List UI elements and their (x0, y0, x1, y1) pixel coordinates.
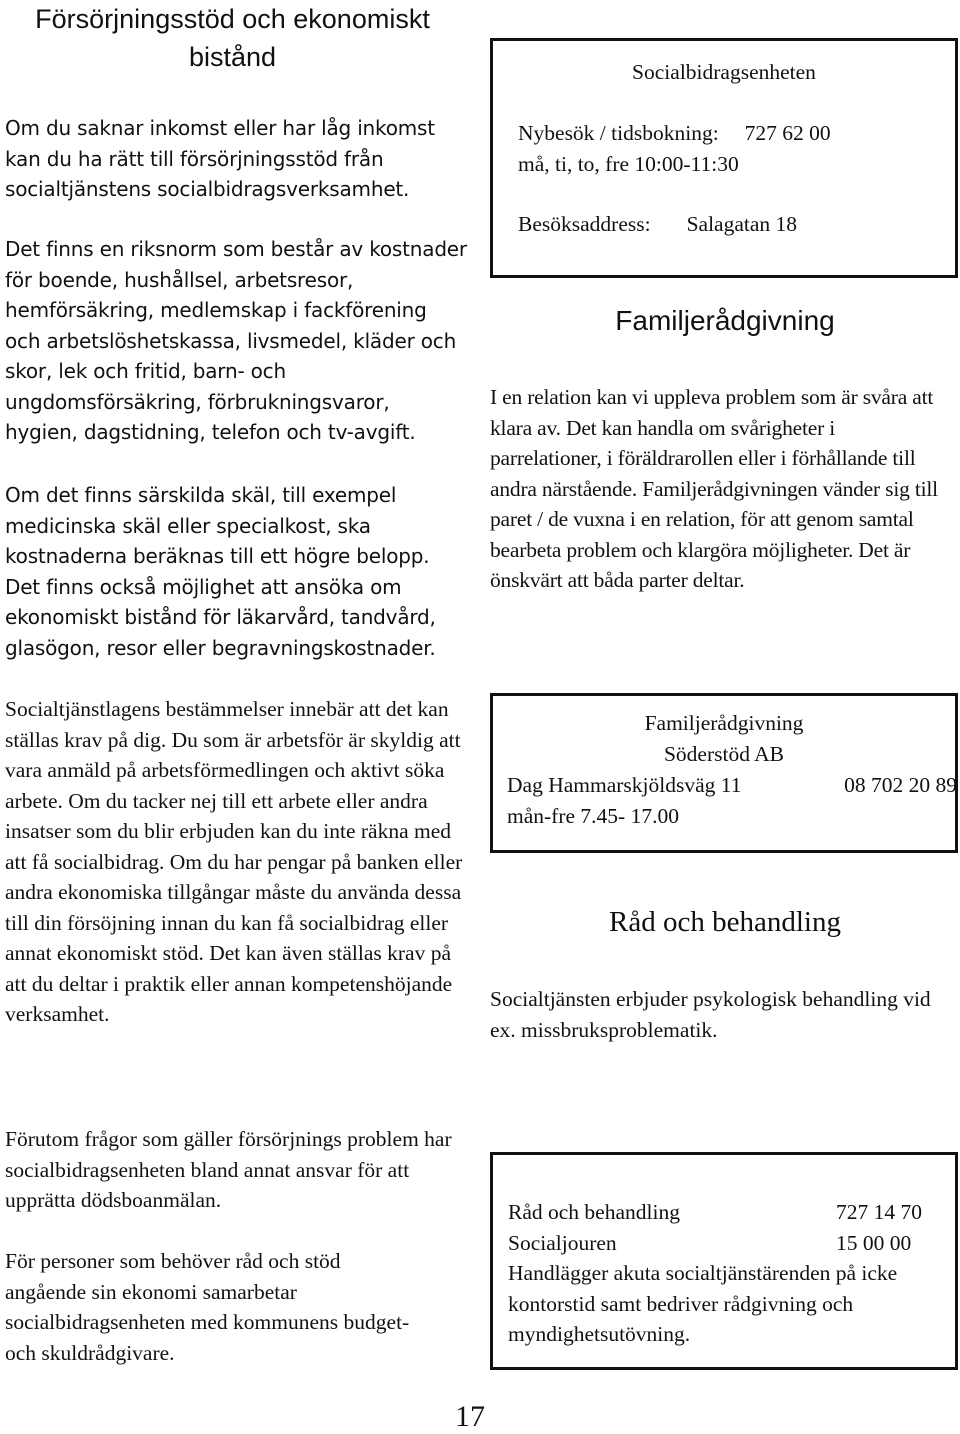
treatment-contact-box (490, 1152, 958, 1370)
intro-paragraph: Om du saknar inkomst eller har låg inkomst kan du ha rätt till försörjningsstöd från socialtjänstens socialbidragsverksamhet. (5, 116, 435, 201)
socialjour-description: Handlägger akuta socialtjänstärenden på icke kontorstid samt bedriver rådgivning och myndighetsutövning. (508, 1261, 898, 1346)
contact-phone: 727 14 70 (836, 1200, 922, 1224)
contact-label: Råd och behandling (508, 1200, 680, 1224)
company-name: Söderstöd AB (663, 742, 785, 766)
address-row (518, 209, 797, 240)
family-counseling-heading: Familjerådgivning (615, 305, 835, 336)
booking-phone: 727 62 00 (744, 121, 831, 145)
page-title: Försörjningsstöd och ekonomiskt bistånd (35, 4, 430, 72)
address-label: Besöksaddress: (518, 212, 651, 236)
requirements-paragraph: Socialtjänstlagens bestämmelser innebär att det kan ställas krav på dig. Du som är arbetsför är skyldig att vara anmäld på arbetsförmedlingen och aktivt söka arbete. Om du tacker nej till ett arbete eller andra insatser som du blir erbjuden kan du inte räkna med att få socialbidrag. Om du har pengar på banken eller andra ekonomiska tillgångar måste du använda dessa till din försöjning innan du kan få socialbidrag eller annat ekonomiskt stöd. Det kan även ställas krav på att du deltar i praktik eller annan kompetenshöjande verksamhet. (5, 697, 463, 1026)
contact-phone: 15 00 00 (836, 1230, 912, 1255)
phone-value: 08 702 20 89 (844, 773, 957, 797)
family-counseling-contact-box (490, 693, 958, 853)
treatment-heading: Råd och behandling (609, 906, 841, 938)
riksnorm-paragraph: Det finns en riksnorm som består av kostnader för boende, hushållsel, arbetsresor, hemförsäkring, medlemskap i fackförening och arbetslöshetskassa, livsmedel, kläder och skor, lek och fritid, barn- och ungdomsförsäkring, förbrukningsvaror, hygien, dagstidning, telefon och tv-avgift. (5, 237, 467, 444)
page-number: 17 (455, 1400, 485, 1433)
contact-label: Socialjouren (508, 1230, 617, 1255)
contact-row (508, 1197, 948, 1228)
socialbidrag-contact-box (490, 38, 958, 278)
special-reasons-paragraph: Om det finns särskilda skäl, till exempel medicinska skäl eller specialkost, ska kostnaderna beräknas till ett högre belopp. Det finns också möjlighet att ansöka om ekonomiskt bistånd för läkarvård, tandvård, glasögon, resor eller begravningskostnader. (5, 483, 436, 660)
address-value: Salagatan 18 (686, 212, 798, 236)
treatment-text: Socialtjänsten erbjuder psykologisk behandling vid ex. missbruksproblematik. (490, 987, 931, 1042)
budget-advice-paragraph: För personer som behöver råd och stöd angående sin ekonomi samarbetar socialbidragsenheten med kommunens budget- och skuldrådgivare. (5, 1249, 410, 1365)
opening-hours: må, ti, to, fre 10:00-11:30 (518, 151, 739, 176)
opening-hours: mån-fre 7.45- 17.00 (507, 804, 679, 828)
booking-label: Nybesök / tidsbokning: (518, 121, 719, 145)
contact-list (508, 1197, 948, 1350)
other-tasks-paragraph: Förutom frågor som gäller försörjnings problem har socialbidragsenheten bland annat ansvar för att upprätta dödsboanmälan. (5, 1127, 452, 1212)
box-heading: Familjerådgivning (644, 711, 804, 735)
address-value: Dag Hammarskjöldsväg 11 (507, 773, 742, 797)
contact-row (508, 1228, 948, 1259)
address-row (507, 770, 957, 801)
box-heading: Socialbidragsenheten (632, 60, 816, 84)
family-counseling-text: I en relation kan vi uppleva problem som är svåra att klara av. Det kan handla om svårigheter i parrelationer, i föräldrarollen eller i förhållande till andra närstående. Familjerådgivningen vänder sig till paret / de vuxna i en relation, för att genom samtal bearbeta problem och klargöra möjligheter. Det är önskvärt att båda parter deltar. (490, 385, 938, 592)
booking-row (518, 118, 948, 179)
